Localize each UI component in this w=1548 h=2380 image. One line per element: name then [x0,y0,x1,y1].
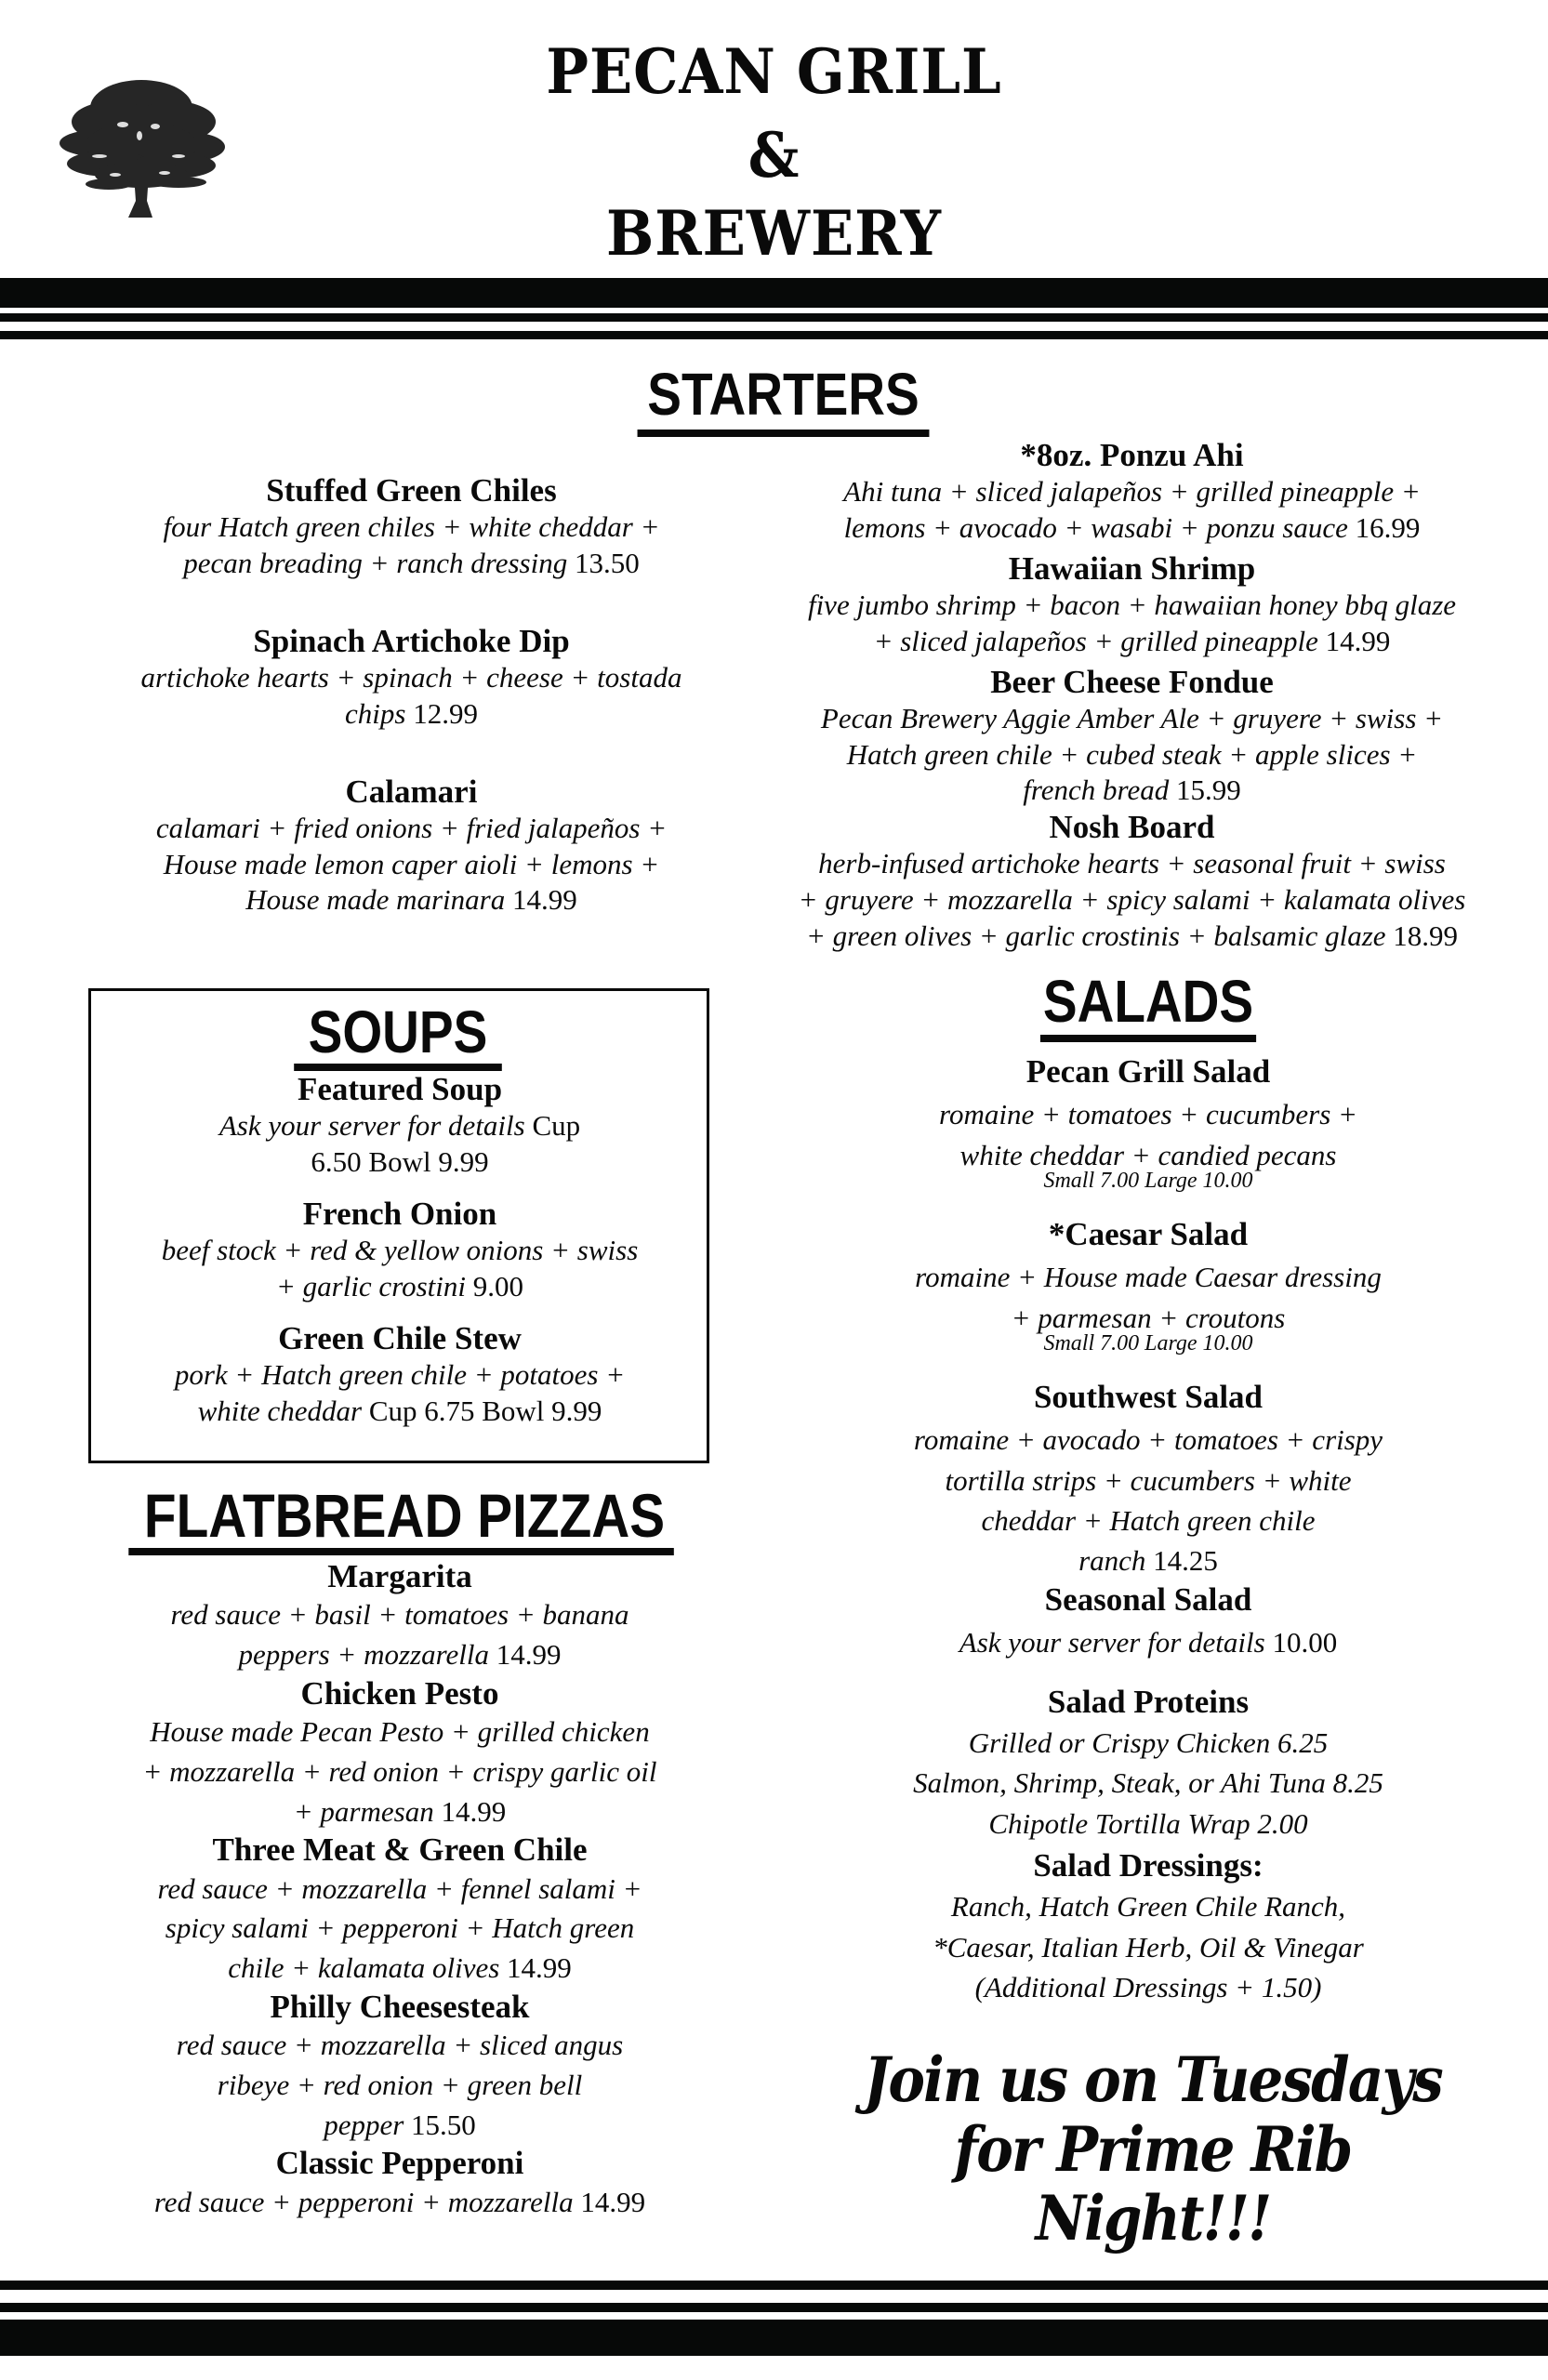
menu-item-margarita [88,1558,711,1675]
item-desc-text: peppers + mozzarella [238,1638,489,1672]
item-name: *8oz. Ponzu Ahi [1020,437,1244,473]
promo-line: Join us on Tuesdays [864,2043,1442,2116]
menu-item-philly-cheesesteak [88,1989,711,2146]
size-prices: Small 7.00 Large 10.00 [1043,1169,1253,1194]
salads-heading [1040,968,1256,1042]
dressing-line: *Caesar, Italian Herb, Oil & Vinegar [933,1930,1364,1964]
item-desc [88,2183,711,2223]
menu-item-hawaiian-shrimp [748,550,1515,660]
dressing-line: Ranch, Hatch Green Chile Ranch, [950,1890,1346,1924]
item-desc-text: chile + kalamata olives [228,1951,500,1985]
protein-line: Grilled or Crispy Chicken 6.25 [968,1726,1329,1759]
dressing-line: (Additional Dressings + 1.50) [974,1970,1322,2003]
flatbreads-column [88,1558,711,2222]
item-name: Calamari [345,773,478,810]
menu-item-ponzu-ahi [748,437,1515,547]
item-name: Hawaiian Shrimp [1008,549,1256,587]
menu-item-classic-pepperoni [88,2145,711,2222]
menu-item-french-onion [93,1196,707,1305]
item-desc [748,919,1515,955]
item-desc [781,1540,1515,1580]
bottom-thick-stripe [0,2320,1548,2356]
item-price: 13.50 [574,547,640,579]
starters-heading-text: STARTERS [647,361,920,428]
menu-item-beer-cheese-fondue [748,664,1515,810]
menu-item-three-meat-green-chile [88,1831,711,1989]
item-desc [93,1394,707,1430]
item-name: *Caesar Salad [1048,1216,1249,1253]
item-desc: tortilla strips + cucumbers + white [945,1463,1352,1497]
item-price: 15.99 [1175,774,1241,807]
item-name: Beer Cheese Fondue [990,663,1274,700]
item-price: 12.99 [413,696,478,730]
item-price: 16.99 [1355,511,1421,544]
item-desc: Ahi tuna + sliced jalapeños + grilled pineapple + [843,475,1421,509]
item-desc-text: + parmesan [293,1794,434,1828]
promo-line: Night!!! [1035,2182,1271,2255]
item-desc: + parmesan + croutons [1011,1301,1286,1334]
salad-proteins [781,1684,1515,1844]
item-desc [781,1622,1515,1662]
starters-underline [638,430,930,437]
protein-line: Salmon, Shrimp, Steak, or Ahi Tuna 8.25 [913,1766,1383,1800]
item-desc-text: white cheddar [197,1394,363,1427]
menu-item-caesar-salad [781,1216,1515,1355]
menu-item-stuffed-green-chiles [88,472,734,582]
item-desc [88,546,734,582]
item-desc [88,1792,711,1832]
item-price: 15.50 [411,2108,476,2141]
item-desc: red sauce + mozzarella + fennel salami + [157,1871,642,1905]
item-desc-text: ranch [1078,1544,1146,1578]
protein-line: Chipotle Tortilla Wrap 2.00 [988,1806,1308,1840]
item-name: Green Chile Stew [278,1319,522,1356]
item-desc: + gruyere + mozzarella + spicy salami + kalamata olives [798,883,1466,916]
item-name: Margarita [327,1558,472,1594]
item-desc-text: chips [345,696,406,730]
item-desc [93,1108,707,1144]
item-price: 14.99 [512,883,577,917]
item-name: Seasonal Salad [1044,1580,1252,1618]
item-desc [748,510,1515,547]
item-desc: romaine + tomatoes + cucumbers + [939,1098,1357,1131]
item-desc: ribeye + red onion + green bell [217,2068,583,2101]
item-desc [88,1635,711,1675]
menu-item-spinach-artichoke-dip [88,623,734,733]
item-desc [88,2106,711,2146]
item-name: Philly Cheesesteak [270,1988,530,2025]
restaurant-name-line-2: & [748,119,800,192]
flatbreads-heading-text: FLATBREAD PIZZAS [143,1481,666,1550]
item-desc: calamari + fried onions + fried jalapeños + [155,811,668,844]
salads-column [781,1053,1515,2007]
item-desc: romaine + House made Caesar dressing [915,1261,1382,1294]
item-desc: red sauce + mozzarella + sliced angus [176,2029,624,2062]
item-desc-text: pecan breading + ranch dressing [183,547,568,579]
item-price: 14.99 [580,2185,646,2218]
item-desc: artichoke hearts + spinach + cheese + tostada [140,661,682,694]
starters-left-column [88,472,734,919]
item-name: Chicken Pesto [300,1674,499,1712]
item-desc-text: House made marinara [245,883,506,917]
item-price: 14.99 [1325,624,1391,657]
item-price: 14.25 [1153,1544,1218,1578]
item-desc: Hatch green chile + cubed steak + apple slices + [846,737,1418,771]
item-desc: red sauce + basil + tomatoes + banana [170,1598,629,1632]
item-desc: House made Pecan Pesto + grilled chicken [150,1715,650,1749]
item-desc [748,624,1515,660]
item-price: 14.99 [441,1794,507,1828]
item-name: Salad Proteins [1047,1683,1250,1720]
item-desc [93,1269,707,1305]
item-desc [88,696,734,733]
item-desc: pork + Hatch green chile + potatoes + [174,1357,626,1391]
bottom-thin-stripe-1 [0,2281,1548,2290]
menu-item-pecan-grill-salad [781,1053,1515,1192]
item-desc [748,773,1515,809]
item-desc-text: red sauce + pepperoni + mozzarella [153,2185,574,2218]
menu-item-chicken-pesto [88,1675,711,1832]
item-name: Salad Dressings: [1033,1846,1264,1884]
item-desc: herb-infused artichoke hearts + seasonal fruit + swiss [818,847,1446,880]
item-desc: spicy salami + pepperoni + Hatch green [165,1911,635,1945]
item-name: Three Meat & Green Chile [212,1831,588,1869]
prime-rib-promo [827,2045,1479,2254]
item-price: Cup [532,1109,581,1143]
item-price: 14.99 [507,1951,572,1985]
item-name: Pecan Grill Salad [1025,1053,1271,1090]
item-price: 9.00 [472,1269,524,1302]
size-prices: Small 7.00 Large 10.00 [1043,1331,1253,1356]
restaurant-name-line-3: BREWERY [606,197,942,270]
item-name: French Onion [302,1195,497,1232]
item-price: 18.99 [1393,919,1459,952]
top-thick-stripe [0,278,1548,308]
item-desc [88,882,734,919]
starters-heading [638,361,930,437]
soups-heading-text: SOUPS [308,998,488,1065]
item-desc: romaine + avocado + tomatoes + crispy [913,1423,1383,1457]
item-desc-text: french bread [1023,774,1170,807]
top-thin-stripe-1 [0,313,1548,322]
menu-item-calamari [88,774,734,919]
item-price: Cup 6.75 Bowl 9.99 [368,1394,602,1427]
item-desc-text: + green olives + garlic crostinis + balsamic glaze [805,919,1386,952]
salads-heading-text: SALADS [1042,968,1254,1035]
item-desc: + mozzarella + red onion + crispy garlic oil [142,1754,657,1788]
item-desc: beef stock + red & yellow onions + swiss [161,1234,639,1266]
item-desc: white cheddar + candied pecans [959,1138,1337,1171]
menu-item-southwest-salad [781,1379,1515,1581]
item-desc: Pecan Brewery Aggie Amber Ale + gruyere + swiss + [820,701,1444,734]
item-desc: House made lemon caper aioli + lemons + [163,847,660,880]
promo-line: for Prime Rib [954,2112,1352,2186]
item-desc-text: Ask your server for details [218,1109,525,1143]
starters-right-column [748,437,1515,955]
item-desc: five jumbo shrimp + bacon + hawaiian honey bbq glaze [807,588,1457,621]
item-name: Classic Pepperoni [275,2145,524,2182]
soups-heading [294,998,502,1071]
item-price: 10.00 [1272,1626,1338,1659]
flatbreads-heading [97,1481,712,1555]
item-price: 6.50 Bowl 9.99 [311,1145,489,1178]
item-name: Featured Soup [297,1071,503,1107]
item-desc-text: lemons + avocado + wasabi + ponzu sauce [843,511,1348,544]
menu-item-nosh-board [748,809,1515,955]
menu-item-seasonal-salad [781,1581,1515,1663]
item-price: 14.99 [496,1638,562,1672]
salads-underline [1040,1035,1256,1042]
salad-dressings [781,1847,1515,2007]
item-desc-text: + garlic crostini [275,1269,467,1302]
item-name: Spinach Artichoke Dip [253,622,570,659]
top-thin-stripe-2 [0,331,1548,339]
item-name: Nosh Board [1049,809,1215,845]
item-desc [88,1949,711,1989]
item-desc-text: pepper [324,2108,404,2141]
item-desc-text: + sliced jalapeños + grilled pineapple [873,624,1318,657]
menu-item-featured-soup [93,1071,707,1181]
item-name: Stuffed Green Chiles [266,472,557,509]
item-desc: four Hatch green chiles + white cheddar + [163,510,660,544]
item-desc: cheddar + Hatch green chile [981,1504,1316,1538]
soups-column [93,1071,707,1429]
item-name: Southwest Salad [1033,1379,1264,1416]
bottom-thin-stripe-2 [0,2303,1548,2312]
restaurant-name-line-1: PECAN GRILL [546,35,1002,108]
item-desc-text: Ask your server for details [959,1626,1265,1659]
menu-item-green-chile-stew [93,1320,707,1430]
